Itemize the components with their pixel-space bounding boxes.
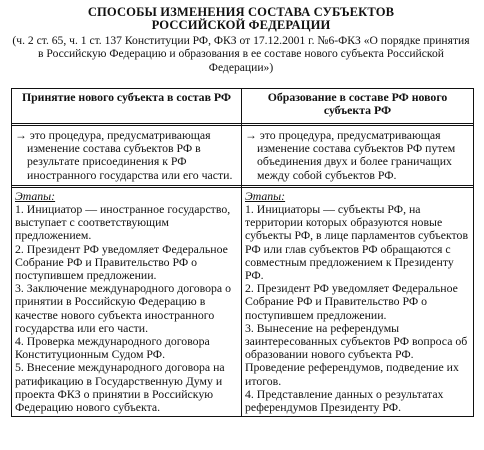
document-title-line-1: СПОСОБЫ ИЗМЕНЕНИЯ СОСТАВА СУБЪЕКТОВ	[87, 5, 395, 19]
table-header-row	[12, 89, 474, 124]
stage-item: 3. Заключение международного договора о принятии в Российскую Федерацию в качестве нового субъекта иностранного государства или его части.	[15, 281, 231, 335]
stages-row	[12, 187, 474, 416]
stage-item: 3. Вынесение на референдумы заинтересованных субъектов РФ вопроса об образовании нового субъекта РФ. Проведение референдумов, подведение их итогов.	[245, 320, 468, 388]
stages-formation-cell	[242, 187, 474, 416]
stage-item: 1. Инициаторы — субъекты РФ, на территории которых образуются новые субъекты РФ, в лице парламентов субъектов РФ или глав субъектов РФ обращаются с совместным предложением к Президенту РФ.	[245, 202, 469, 283]
comparison-table	[11, 88, 474, 417]
column-heading-formation: Образование в составе РФ нового субъекта РФ	[242, 89, 474, 124]
stages-label: Этапы:	[245, 188, 286, 203]
stage-item: 4. Проверка международного договора Конституционным Судом РФ.	[15, 334, 210, 362]
stage-item: 5. Внесение международного договора на ратификацию в Государственную Думу и проекта ФКЗ о принятии в Российскую Федерацию нового субъекта.	[15, 360, 225, 415]
document-subtitle: (ч. 2 ст. 65, ч. 1 ст. 137 Конституции РФ, ФКЗ от 17.12.2001 г. №6-ФКЗ «О порядке принятия в Российскую Федерацию и образования в ее составе нового субъекта Российской Федерации»)	[12, 34, 470, 74]
stages-admission-cell	[12, 187, 242, 416]
definition-formation-cell	[242, 126, 474, 186]
stage-item: 4. Представление данных о результатах референдумов Президенту РФ.	[245, 386, 444, 415]
column-heading-admission: Принятие нового субъекта в состав РФ	[12, 89, 242, 124]
stages-label: Этапы:	[15, 188, 56, 203]
document-header	[10, 6, 472, 74]
definition-formation: → это процедура, предусматривающая изменение состава субъектов РФ путем объединения двух и более граничащих между собой субъектов РФ.	[245, 128, 456, 182]
stage-item: 2. Президент РФ уведомляет Федеральное Собрание РФ и Правительство РФ о поступившем предложении.	[15, 241, 228, 283]
document-title-line-2: РОССИЙСКОЙ ФЕДЕРАЦИИ	[151, 18, 331, 32]
stage-item: 1. Инициатор — иностранное государство, выступает с соответствующим предложением.	[15, 202, 231, 243]
definition-row	[12, 126, 474, 186]
definition-admission-cell	[12, 126, 242, 186]
definition-admission: → это процедура, предусматривающая изменение состава субъектов РФ в результате присоединения к РФ иностранного государства или его части.	[15, 128, 233, 182]
stage-item: 2. Президент РФ уведомляет Федеральное Собрание РФ и Правительство РФ о поступившем предложении.	[245, 281, 458, 322]
